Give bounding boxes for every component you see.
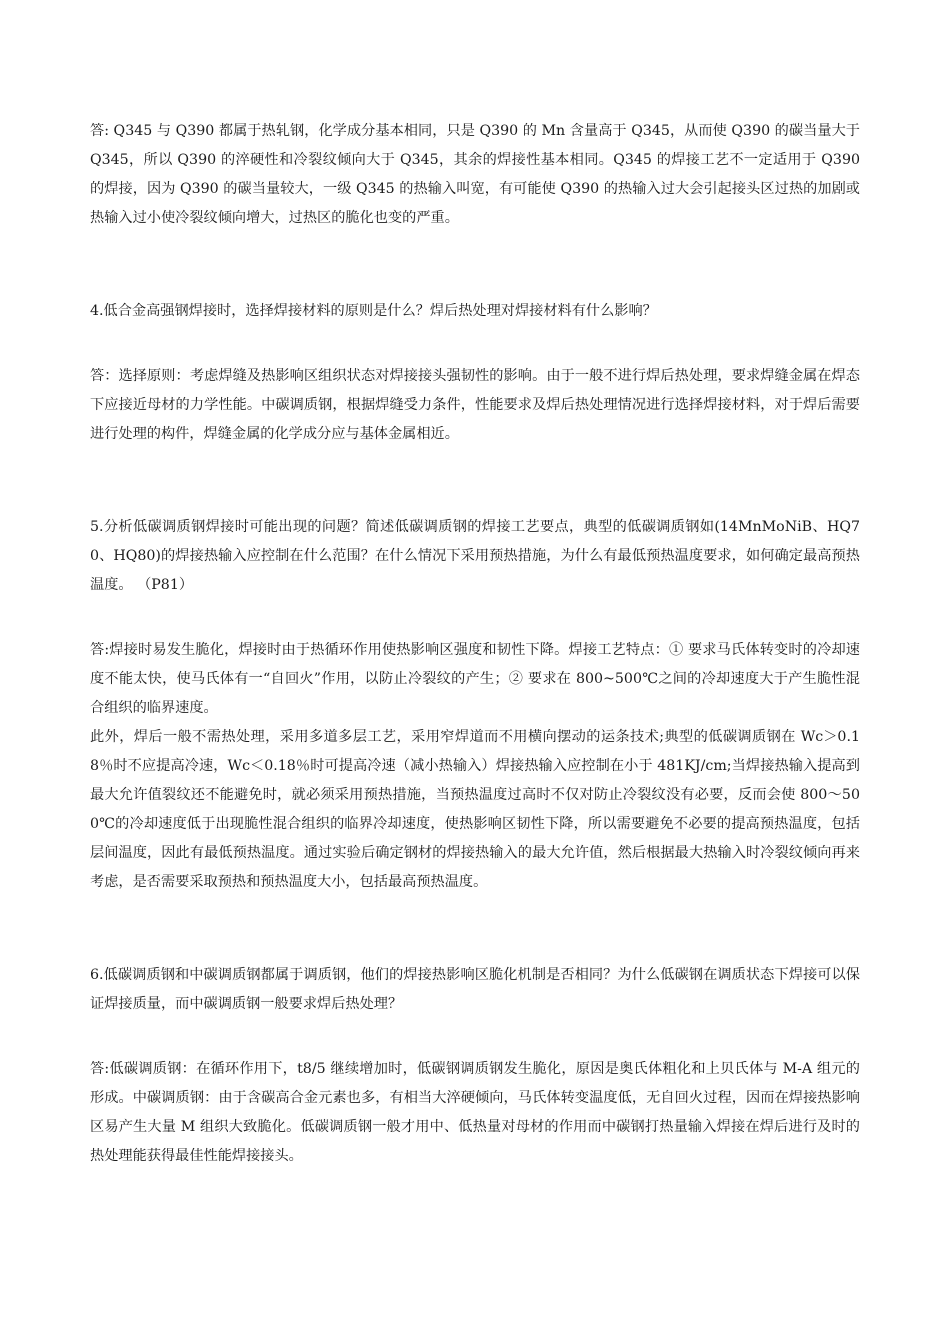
- spacer: [90, 600, 860, 636]
- answer-paragraph-6: 答:低碳调质钢：在循环作用下，t8/5 继续增加时，低碳钢调质钢发生脆化，原因是奥氏体粗化和上贝氏体与 M-A 组元的形成。中碳调质钢：由于含碳高合金元素也多，有相当大淬硬倾向，马氏体转变温度低，无自回火过程，因而在焊接热影响区易产生大量 M 组织大致脆化。低碳调质钢一般才用中、低热量对母材的作用而中碳钢打热量输入焊接在焊后进行及时的热处理能获得最佳性能焊接接头。: [90, 1061, 860, 1164]
- answer-paragraph-5b: 此外，焊后一般不需热处理，采用多道多层工艺，采用窄焊道而不用横向摆动的运条技术;典型的低碳调质钢在 Wc＞0.18％时不应提高冷速，Wc＜0.18％时可提高冷速（减小热输入）焊接热输入应控制在小于 481KJ/cm;当焊接热输入提高到最大允许值裂纹还不能避免时，就必须采用预热措施，当预热温度过高时不仅对防止冷裂纹没有必要，反而会使 800～500℃的冷却速度低于出现脆性混合组织的临界冷却速度，使热影响区韧性下降，所以需要避免不必要的提高预热温度，包括层间温度，因此有最低预热温度。通过实验后确定钢材的焊接热输入的最大允许值，然后根据最大热输入时冷裂纹倾向再来考虑，是否需要采取预热和预热温度大小，包括最高预热温度。: [90, 729, 860, 890]
- document-page: [90, 117, 860, 1171]
- answer-paragraph-5a: 答:焊接时易发生脆化，焊接时由于热循环作用使热影响区强度和韧性下降。焊接工艺特点：① 要求马氏体转变时的冷却速度不能太快，使马氏体有一“自回火”作用，以防止冷裂纹的产生；② 要求在 800~500℃之间的冷却速度大于产生脆性混合组织的临界速度。: [90, 642, 860, 716]
- spacer: [90, 326, 860, 362]
- answer-paragraph-3: 答: Q345 与 Q390 都属于热轧钢，化学成分基本相同，只是 Q390 的 Mn 含量高于 Q345，从而使 Q390 的碳当量大于 Q345，所以 Q390 的淬硬性和冷裂纹倾向大于 Q345，其余的焊接性基本相同。Q345 的焊接工艺不一定适用于 Q390 的焊接，因为 Q390 的碳当量较大，一级 Q345 的热输入叫宽，有可能使 Q390 的热输入过大会引起接头区过热的加剧或热输入过小使冷裂纹倾向增大，过热区的脆化也变的严重。: [90, 123, 860, 226]
- spacer: [90, 449, 860, 513]
- question-5: 5.分析低碳调质钢焊接时可能出现的问题？简述低碳调质钢的焊接工艺要点，典型的低碳调质钢如(14MnMoNiB、HQ70、HQ80)的焊接热输入应控制在什么范围？在什么情况下采用预热措施，为什么有最低预热温度要求，如何确定最高预热温度。 （P81）: [90, 519, 860, 593]
- answer-paragraph-4: 答：选择原则：考虑焊缝及热影响区组织状态对焊接接头强韧性的影响。由于一般不进行焊后热处理，要求焊缝金属在焊态下应接近母材的力学性能。中碳调质钢，根据焊缝受力条件，性能要求及焊后热处理情况进行选择焊接材料，对于焊后需要进行处理的构件，焊缝金属的化学成分应与基体金属相近。: [90, 368, 860, 442]
- spacer: [90, 233, 860, 297]
- question-4: 4.低合金高强钢焊接时，选择焊接材料的原则是什么？焊后热处理对焊接材料有什么影响？: [90, 303, 657, 319]
- spacer: [90, 897, 860, 961]
- spacer: [90, 1019, 860, 1055]
- question-6: 6.低碳调质钢和中碳调质钢都属于调质钢，他们的焊接热影响区脆化机制是否相同？为什么低碳钢在调质状态下焊接可以保证焊接质量，而中碳调质钢一般要求焊后热处理？: [90, 967, 860, 1012]
